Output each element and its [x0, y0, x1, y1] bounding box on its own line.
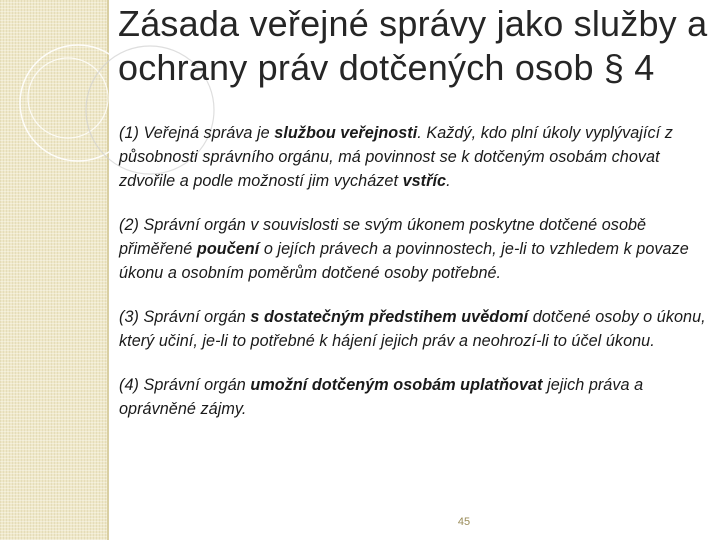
paragraph-4-part-1: (4) Správní orgán — [119, 376, 251, 394]
paragraph-3-emphasis: s dostatečným předstihem uvědomí — [250, 308, 529, 326]
paragraph-3-part-1: (3) Správní orgán — [119, 308, 251, 326]
paragraph-3-part-3: dotčené osoby o úkonu, který učiní, je-li to potřebné k hájení jejich práv a neohrozí-li to účel úkonu. — [119, 308, 706, 350]
paragraph-2-emphasis: poučení — [196, 240, 260, 258]
paragraph-3 — [119, 305, 709, 353]
paragraph-1-part-1: (1) Veřejná správa je — [119, 124, 275, 142]
paragraph-2 — [119, 213, 709, 285]
paragraph-1-part-5: . — [446, 172, 451, 190]
paragraph-1 — [119, 121, 709, 193]
paragraph-1-emphasis-2: vstříc — [402, 172, 447, 190]
slide-content — [119, 121, 709, 441]
decorative-circle-small — [28, 58, 108, 138]
paragraph-1-emphasis-1: službou veřejnosti — [274, 124, 418, 142]
page-number: 45 — [457, 516, 471, 528]
slide-title: Zásada veřejné správy jako služby a ochrany práv dotčených osob § 4 — [118, 3, 708, 88]
paragraph-4-part-3: jejich práva a oprávněné zájmy. — [119, 376, 644, 418]
paragraph-2-part-1: (2) Správní orgán v souvislosti se svým úkonem poskytne dotčené osobě přiměřené — [119, 216, 647, 258]
paragraph-4 — [119, 373, 709, 421]
paragraph-4-emphasis: umožní dotčeným osobám uplatňovat — [250, 376, 543, 394]
paragraph-2-part-3: o jejích právech a povinnostech, je-li to vzhledem k povaze úkonu a osobním poměrům dotčené osoby potřebné. — [119, 240, 689, 282]
paragraph-1-part-3: . Každý, kdo plní úkoly vyplývající z působnosti správního orgánu, má povinnost se k dotčeným osobám chovat zdvořile a podle možností jim vycházet — [119, 124, 673, 190]
